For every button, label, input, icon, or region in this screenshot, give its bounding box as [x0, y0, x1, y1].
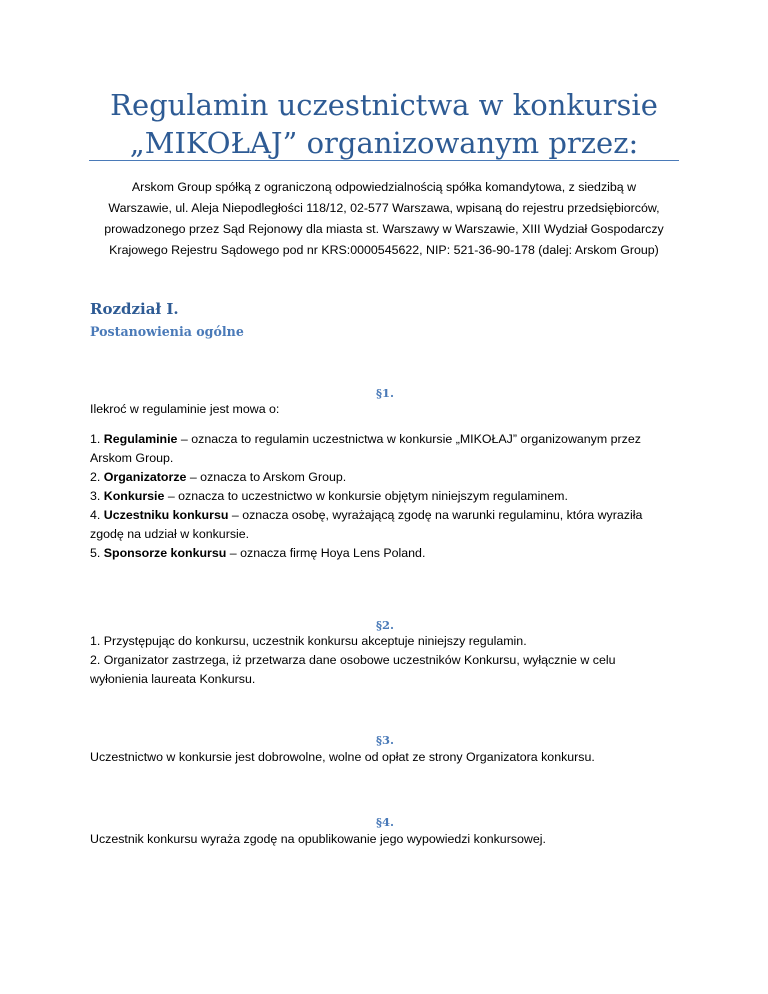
section-2-line-2: 2. Organizator zastrzega, iż przetwarza dane osobowe uczestników Konkursu, wyłącznie w celu [90, 653, 616, 667]
chapter-number: Rozdział I. [90, 300, 179, 318]
section-2-line-3: wyłonienia laureata Konkursu. [90, 672, 256, 686]
section-2-line-1: 1. Przystępując do konkursu, uczestnik konkursu akceptuje niniejszy regulamin. [90, 634, 527, 648]
list-item-continuation: zgodę na udział w konkursie. [90, 527, 250, 541]
title-underline [89, 160, 679, 161]
section-2-body [90, 632, 690, 689]
term: Sponsorze konkursu [103, 546, 227, 560]
list-item-continuation: Arskom Group. [90, 451, 174, 465]
document-title [80, 86, 688, 162]
title-line-1: Regulamin uczestnictwa w konkursie [110, 88, 658, 122]
section-3-heading: §3. [375, 733, 395, 747]
intro-line-1: Arskom Group spółką z ograniczoną odpowiedzialnością spółka komandytowa, z siedzibą w [131, 180, 637, 194]
section-1-lead: Ilekroć w regulaminie jest mowa o: [90, 402, 280, 416]
term: Konkursie [103, 489, 165, 503]
term: Uczestniku konkursu [103, 508, 229, 522]
title-line-2: „MIKOŁAJ” organizowanym przez: [129, 126, 639, 160]
intro-line-3: prowadzonego przez Sąd Rejonowy dla miasta st. Warszawy w Warszawie, XIII Wydział Gospodarczy [104, 222, 664, 236]
term: Organizatorze [103, 470, 187, 484]
list-item: 5. Sponsorze konkursu – oznacza firmę Hoya Lens Poland. [90, 546, 426, 560]
list-item: 4. Uczestniku konkursu – oznacza osobę, wyrażającą zgodę na warunki regulaminu, która wyraziła [90, 508, 643, 522]
section-2-heading: §2. [375, 618, 395, 632]
list-item: 1. Regulaminie – oznacza to regulamin uczestnictwa w konkursie „MIKOŁAJ” organizowanym przez [90, 432, 641, 446]
intro-line-2: Warszawie, ul. Aleja Niepodległości 118/12, 02-577 Warszawa, wpisaną do rejestru przedsiębiorców, [108, 201, 660, 215]
intro-line-4: Krajowego Rejestru Sądowego pod nr KRS:0000545622, NIP: 521-36-90-178 (dalej: Arskom Group) [109, 243, 659, 257]
list-item: 2. Organizatorze – oznacza to Arskom Group. [90, 470, 347, 484]
section-4-body: Uczestnik konkursu wyraża zgodę na opublikowanie jego wypowiedzi konkursowej. [90, 832, 546, 846]
list-item: 3. Konkursie – oznacza to uczestnictwo w konkursie objętym niniejszym regulaminem. [90, 489, 568, 503]
section-1-heading: §1. [375, 386, 395, 400]
section-3-body: Uczestnictwo w konkursie jest dobrowolne, wolne od opłat ze strony Organizatora konkursu. [90, 750, 595, 764]
section-1-list [90, 430, 690, 563]
chapter-name: Postanowienia ogólne [90, 324, 244, 339]
term: Regulaminie [103, 432, 178, 446]
organizer-intro [70, 177, 698, 261]
section-4-heading: §4. [375, 815, 395, 829]
